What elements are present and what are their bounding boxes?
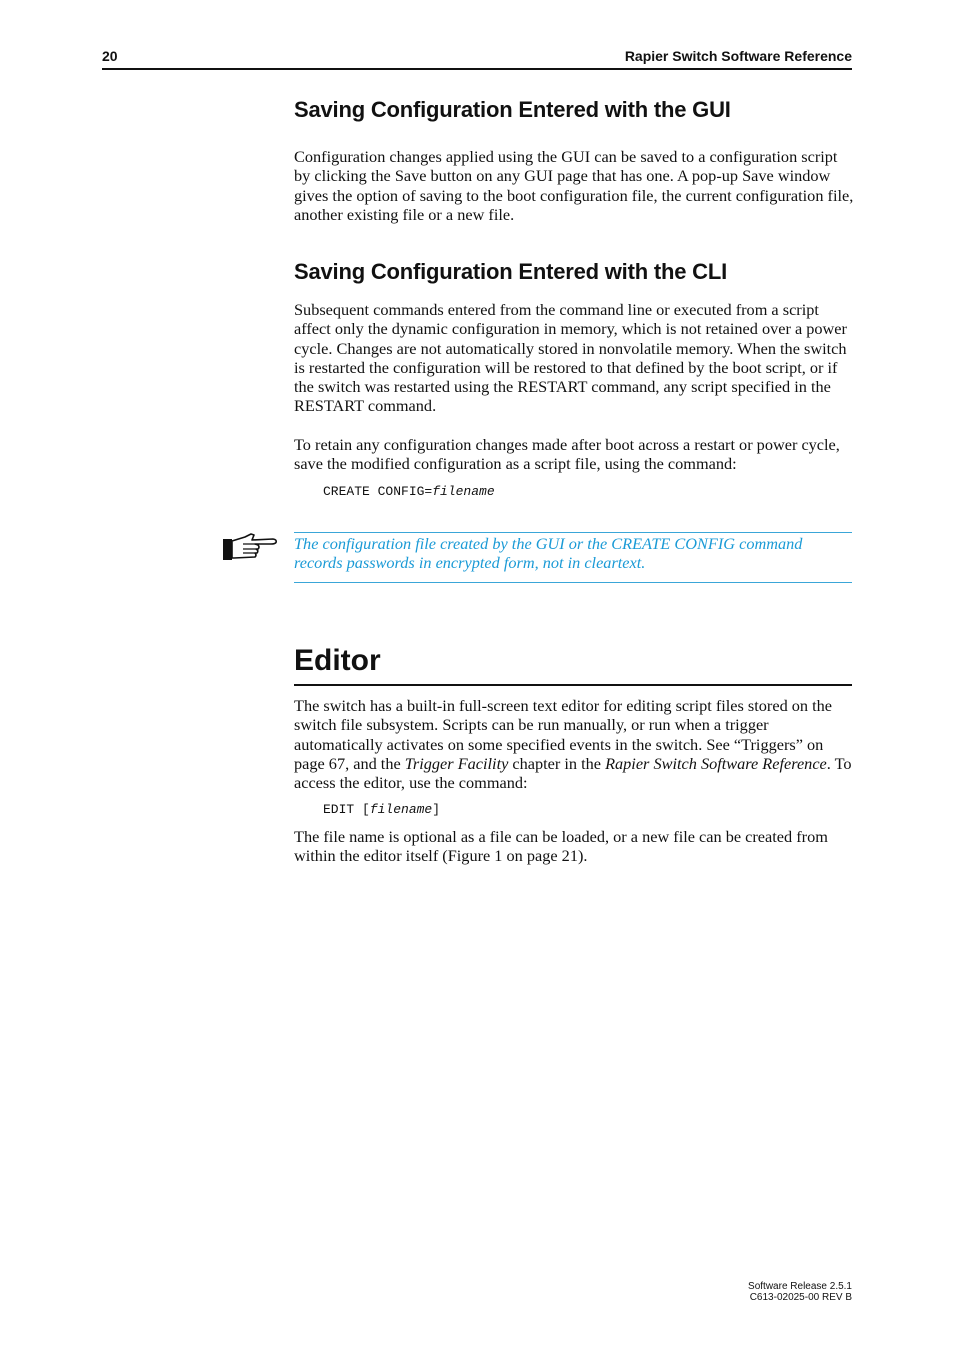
note-bottom-rule (294, 582, 852, 583)
running-header-title: Rapier Switch Software Reference (624, 48, 852, 64)
footer-release: Software Release 2.5.1 (748, 1281, 852, 1292)
edit-command (323, 802, 440, 817)
trigger-facility-ref: Trigger Facility (404, 753, 509, 773)
edit-command-keyword: EDIT [ (323, 802, 370, 817)
editor-text-1: The switch has a built-in full-screen text editor for editing script files stored on the switch file subsystem. Scripts can be run manually, or run when a trigger automatically activates on some specified events in the switch. See “Triggers” on page 67, and the (294, 696, 833, 773)
footer (748, 1281, 852, 1303)
section-heading-cli: Saving Configuration Entered with the CLI (294, 259, 728, 284)
paragraph-editor-2: The file name is optional as a file can be loaded, or a new file can be created from within the editor itself (Figure 1 on page 21). (294, 827, 828, 866)
header-rule (102, 68, 852, 70)
edit-command-close: ] (432, 802, 441, 817)
paragraph-cli-1: Subsequent commands entered from the command line or executed from a script affect only the dynamic configuration in memory, which is not retained over a power cycle. Changes are not automatically stored in nonvolatile memory. When the switch is restarted the configuration will be restored to that defined by the boot script, or if the switch was restarted using the RESTART command, any script specified in the RESTART command. (294, 300, 847, 416)
command-argument: filename (432, 484, 495, 499)
create-config-command (323, 484, 495, 499)
paragraph-cli-2: To retain any configuration changes made after boot across a restart or power cycle, save the modified configuration as a script file, using the command: (294, 435, 840, 474)
edit-command-argument: filename (369, 802, 433, 817)
footer-doc-number: C613-02025-00 REV B (749, 1292, 852, 1303)
pointing-hand-icon (221, 531, 279, 563)
paragraph-gui: Configuration changes applied using the GUI can be saved to a configuration script by clicking the Save button on any GUI page that has one. A pop-up Save window gives the option of saving to the boot configuration file, the current configuration file, another existing file or a new file. (294, 147, 854, 224)
section-heading-gui: Saving Configuration Entered with the GUI (294, 97, 731, 122)
software-reference-ref: Rapier Switch Software Reference (605, 753, 827, 773)
command-keyword: CREATE CONFIG= (323, 484, 433, 499)
editor-text-3: . To access the editor, use the command: (294, 753, 852, 793)
page-number: 20 (102, 48, 118, 64)
paragraph-editor-1 (294, 696, 854, 792)
editor-text-2: chapter in the (508, 753, 606, 773)
editor-heading: Editor (294, 644, 381, 677)
note-top-rule (294, 532, 852, 533)
editor-heading-rule (294, 684, 852, 686)
note-text: The configuration file created by the GUI or the CREATE CONFIG command records passwords in encrypted form, not in cleartext. (294, 534, 803, 573)
